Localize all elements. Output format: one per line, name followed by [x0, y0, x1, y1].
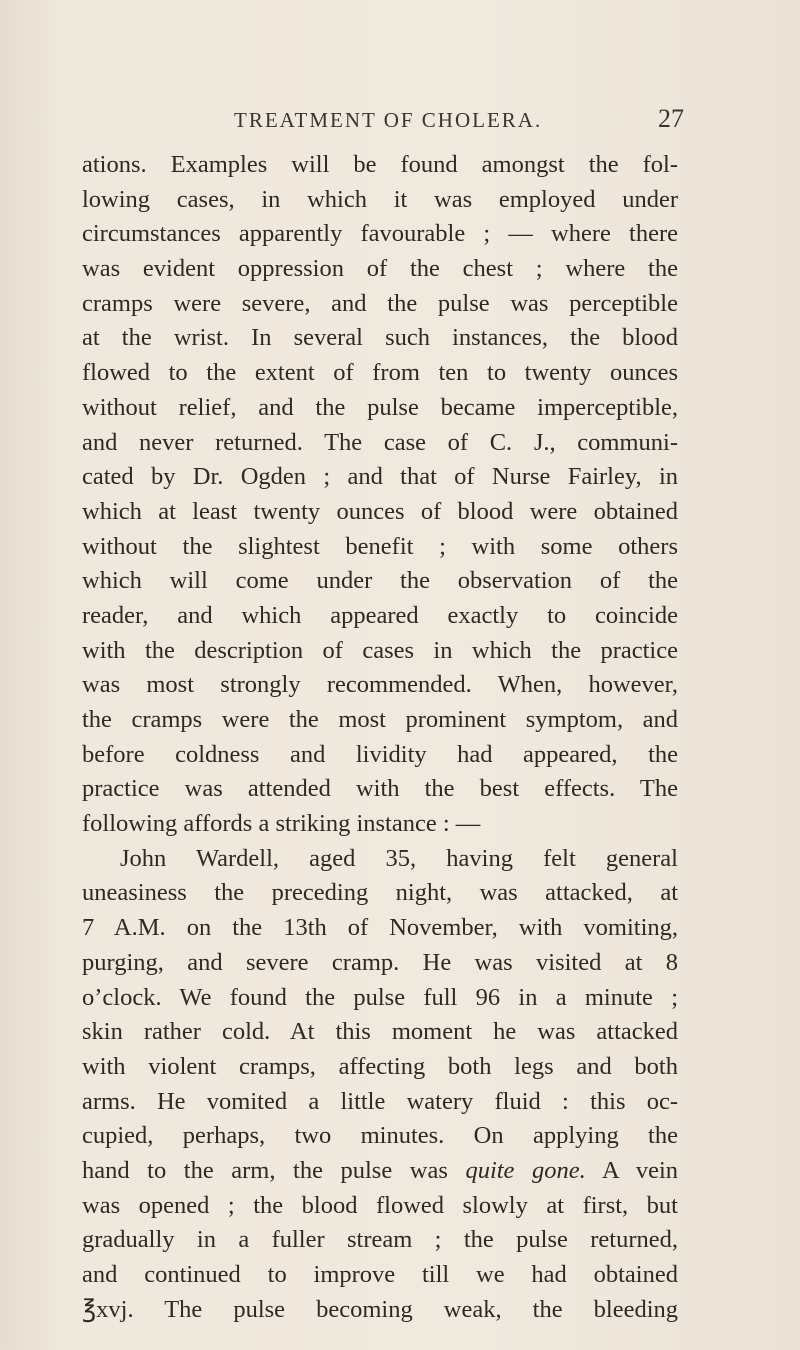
text-line: circumstances apparently favourable ; — where there [82, 220, 678, 248]
text-line: gradually in a fuller stream ; the pulse returned, [82, 1226, 678, 1254]
text-line: before coldness and lividity had appeared, the [82, 740, 678, 768]
text-line: ations. Examples will be found amongst the fol- [82, 151, 678, 178]
running-header [234, 104, 684, 140]
text-line: skin rather cold. At this moment he was attacked [82, 1018, 678, 1046]
text-line: and never returned. The case of C. J., communi- [82, 428, 678, 456]
text-line: with the description of cases in which the practice [82, 636, 678, 664]
text-line: practice was attended with the best effects. The [82, 775, 678, 803]
text-segment: A vein [601, 1156, 679, 1184]
text-line-mixed [82, 1154, 678, 1189]
text-line: 7 A.M. on the 13th of November, with vomiting, [82, 914, 678, 942]
text-line: without the slightest benefit ; with some others [82, 532, 678, 560]
text-line: the cramps were the most prominent symptom, and [82, 706, 678, 733]
text-line: purging, and severe cramp. He was visited at 8 [82, 948, 678, 976]
text-line: ℥xvj. The pulse becoming weak, the bleeding [82, 1295, 678, 1323]
text-line: without relief, and the pulse became imperceptible, [82, 393, 678, 421]
text-line: was opened ; the blood flowed slowly at first, but [82, 1191, 678, 1219]
text-line: arms. He vomited a little watery fluid : this oc- [82, 1087, 678, 1115]
text-line: at the wrist. In several such instances, the blood [82, 324, 678, 352]
page-number: 27 [658, 104, 684, 133]
text-line: which will come under the observation of the [82, 567, 678, 595]
text-line: cated by Dr. Ogden ; and that of Nurse Fairley, in [82, 463, 678, 491]
text-line: flowed to the extent of from ten to twenty ounces [82, 359, 678, 387]
running-title: TREATMENT OF CHOLERA. [234, 108, 543, 132]
text-line: cupied, perhaps, two minutes. On applying the [82, 1122, 678, 1150]
text-line: was most strongly recommended. When, however, [82, 671, 678, 699]
text-line: with violent cramps, affecting both legs and both [82, 1052, 678, 1080]
body-text [82, 148, 678, 1327]
text-segment: hand to the arm, the pulse was [82, 1156, 448, 1184]
text-line: o’clock. We found the pulse full 96 in a minute ; [82, 983, 678, 1011]
italic-emphasis: quite gone. [465, 1156, 586, 1184]
text-line: uneasiness the preceding night, was attacked, at [82, 879, 678, 907]
text-line: was evident oppression of the chest ; where the [82, 255, 678, 283]
text-line: and continued to improve till we had obtained [82, 1261, 678, 1288]
paragraph-start-line: John Wardell, aged 35, having felt general [120, 844, 678, 872]
text-line: following affords a striking instance : — [82, 810, 481, 838]
text-line: reader, and which appeared exactly to coincide [82, 601, 678, 629]
text-line: lowing cases, in which it was employed under [82, 185, 678, 213]
text-line: which at least twenty ounces of blood were obtained [82, 497, 678, 525]
text-line: cramps were severe, and the pulse was perceptible [82, 289, 678, 317]
